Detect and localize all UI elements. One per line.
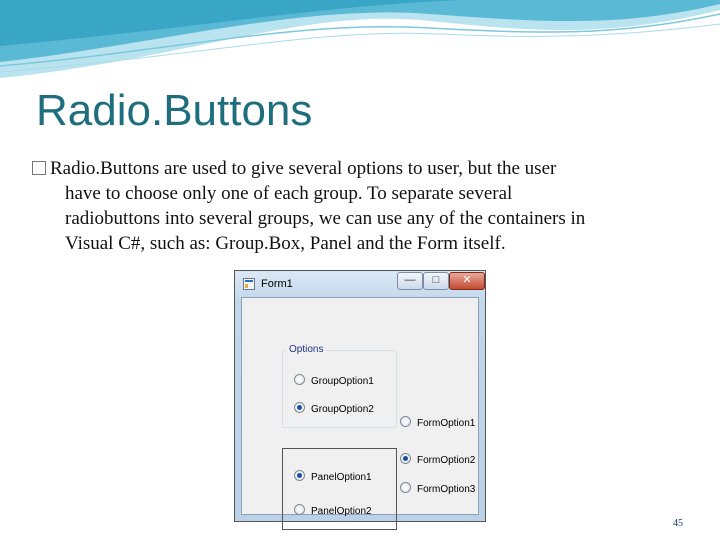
- window-title: Form1: [261, 278, 293, 290]
- radio-form-option-1[interactable]: [400, 416, 475, 429]
- radio-checked-icon: [400, 453, 411, 464]
- options-panel: [282, 448, 397, 530]
- radio-panel-option-2[interactable]: [294, 504, 372, 517]
- minimize-button[interactable]: —: [397, 272, 423, 290]
- radio-unchecked-icon: [294, 504, 305, 515]
- header-wave-decoration: [0, 0, 720, 90]
- bullet-line-1: Radio.Buttons are used to give several options to user, but the user: [50, 158, 557, 179]
- radio-group-option-2[interactable]: [294, 402, 374, 415]
- radio-label: GroupOption2: [311, 404, 374, 415]
- radio-panel-option-1[interactable]: [294, 470, 372, 483]
- form1-window: [234, 270, 486, 522]
- radio-unchecked-icon: [400, 482, 411, 493]
- radio-label: PanelOption2: [311, 506, 372, 517]
- radio-group-option-1[interactable]: [294, 374, 374, 387]
- radio-label: FormOption1: [417, 418, 476, 429]
- slide-title: Radio.Buttons: [36, 86, 313, 135]
- window-titlebar[interactable]: [235, 271, 485, 297]
- groupbox-legend: Options: [286, 344, 326, 355]
- radio-checked-icon: [294, 402, 305, 413]
- radio-unchecked-icon: [400, 416, 411, 427]
- form-app-icon: [243, 278, 255, 290]
- radio-checked-icon: [294, 470, 305, 481]
- bullet-paragraph: [32, 156, 672, 256]
- bullet-box-icon: [32, 161, 46, 175]
- radio-label: FormOption2: [417, 455, 476, 466]
- options-groupbox: [282, 350, 397, 428]
- radio-form-option-2[interactable]: [400, 453, 475, 466]
- bullet-line-4: Visual C#, such as: Group.Box, Panel and the Form itself.: [65, 233, 506, 254]
- radio-label: PanelOption1: [311, 472, 372, 483]
- radio-label: GroupOption1: [311, 376, 374, 387]
- maximize-button[interactable]: □: [423, 272, 449, 290]
- form-client-area: [241, 297, 479, 515]
- radio-form-option-3[interactable]: [400, 482, 475, 495]
- radio-unchecked-icon: [294, 374, 305, 385]
- bullet-line-3: radiobuttons into several groups, we can use any of the containers in: [65, 208, 586, 229]
- radio-label: FormOption3: [417, 484, 476, 495]
- page-number: 45: [673, 518, 683, 529]
- close-button[interactable]: ✕: [449, 272, 485, 290]
- bullet-line-2: have to choose only one of each group. To separate several: [65, 183, 513, 204]
